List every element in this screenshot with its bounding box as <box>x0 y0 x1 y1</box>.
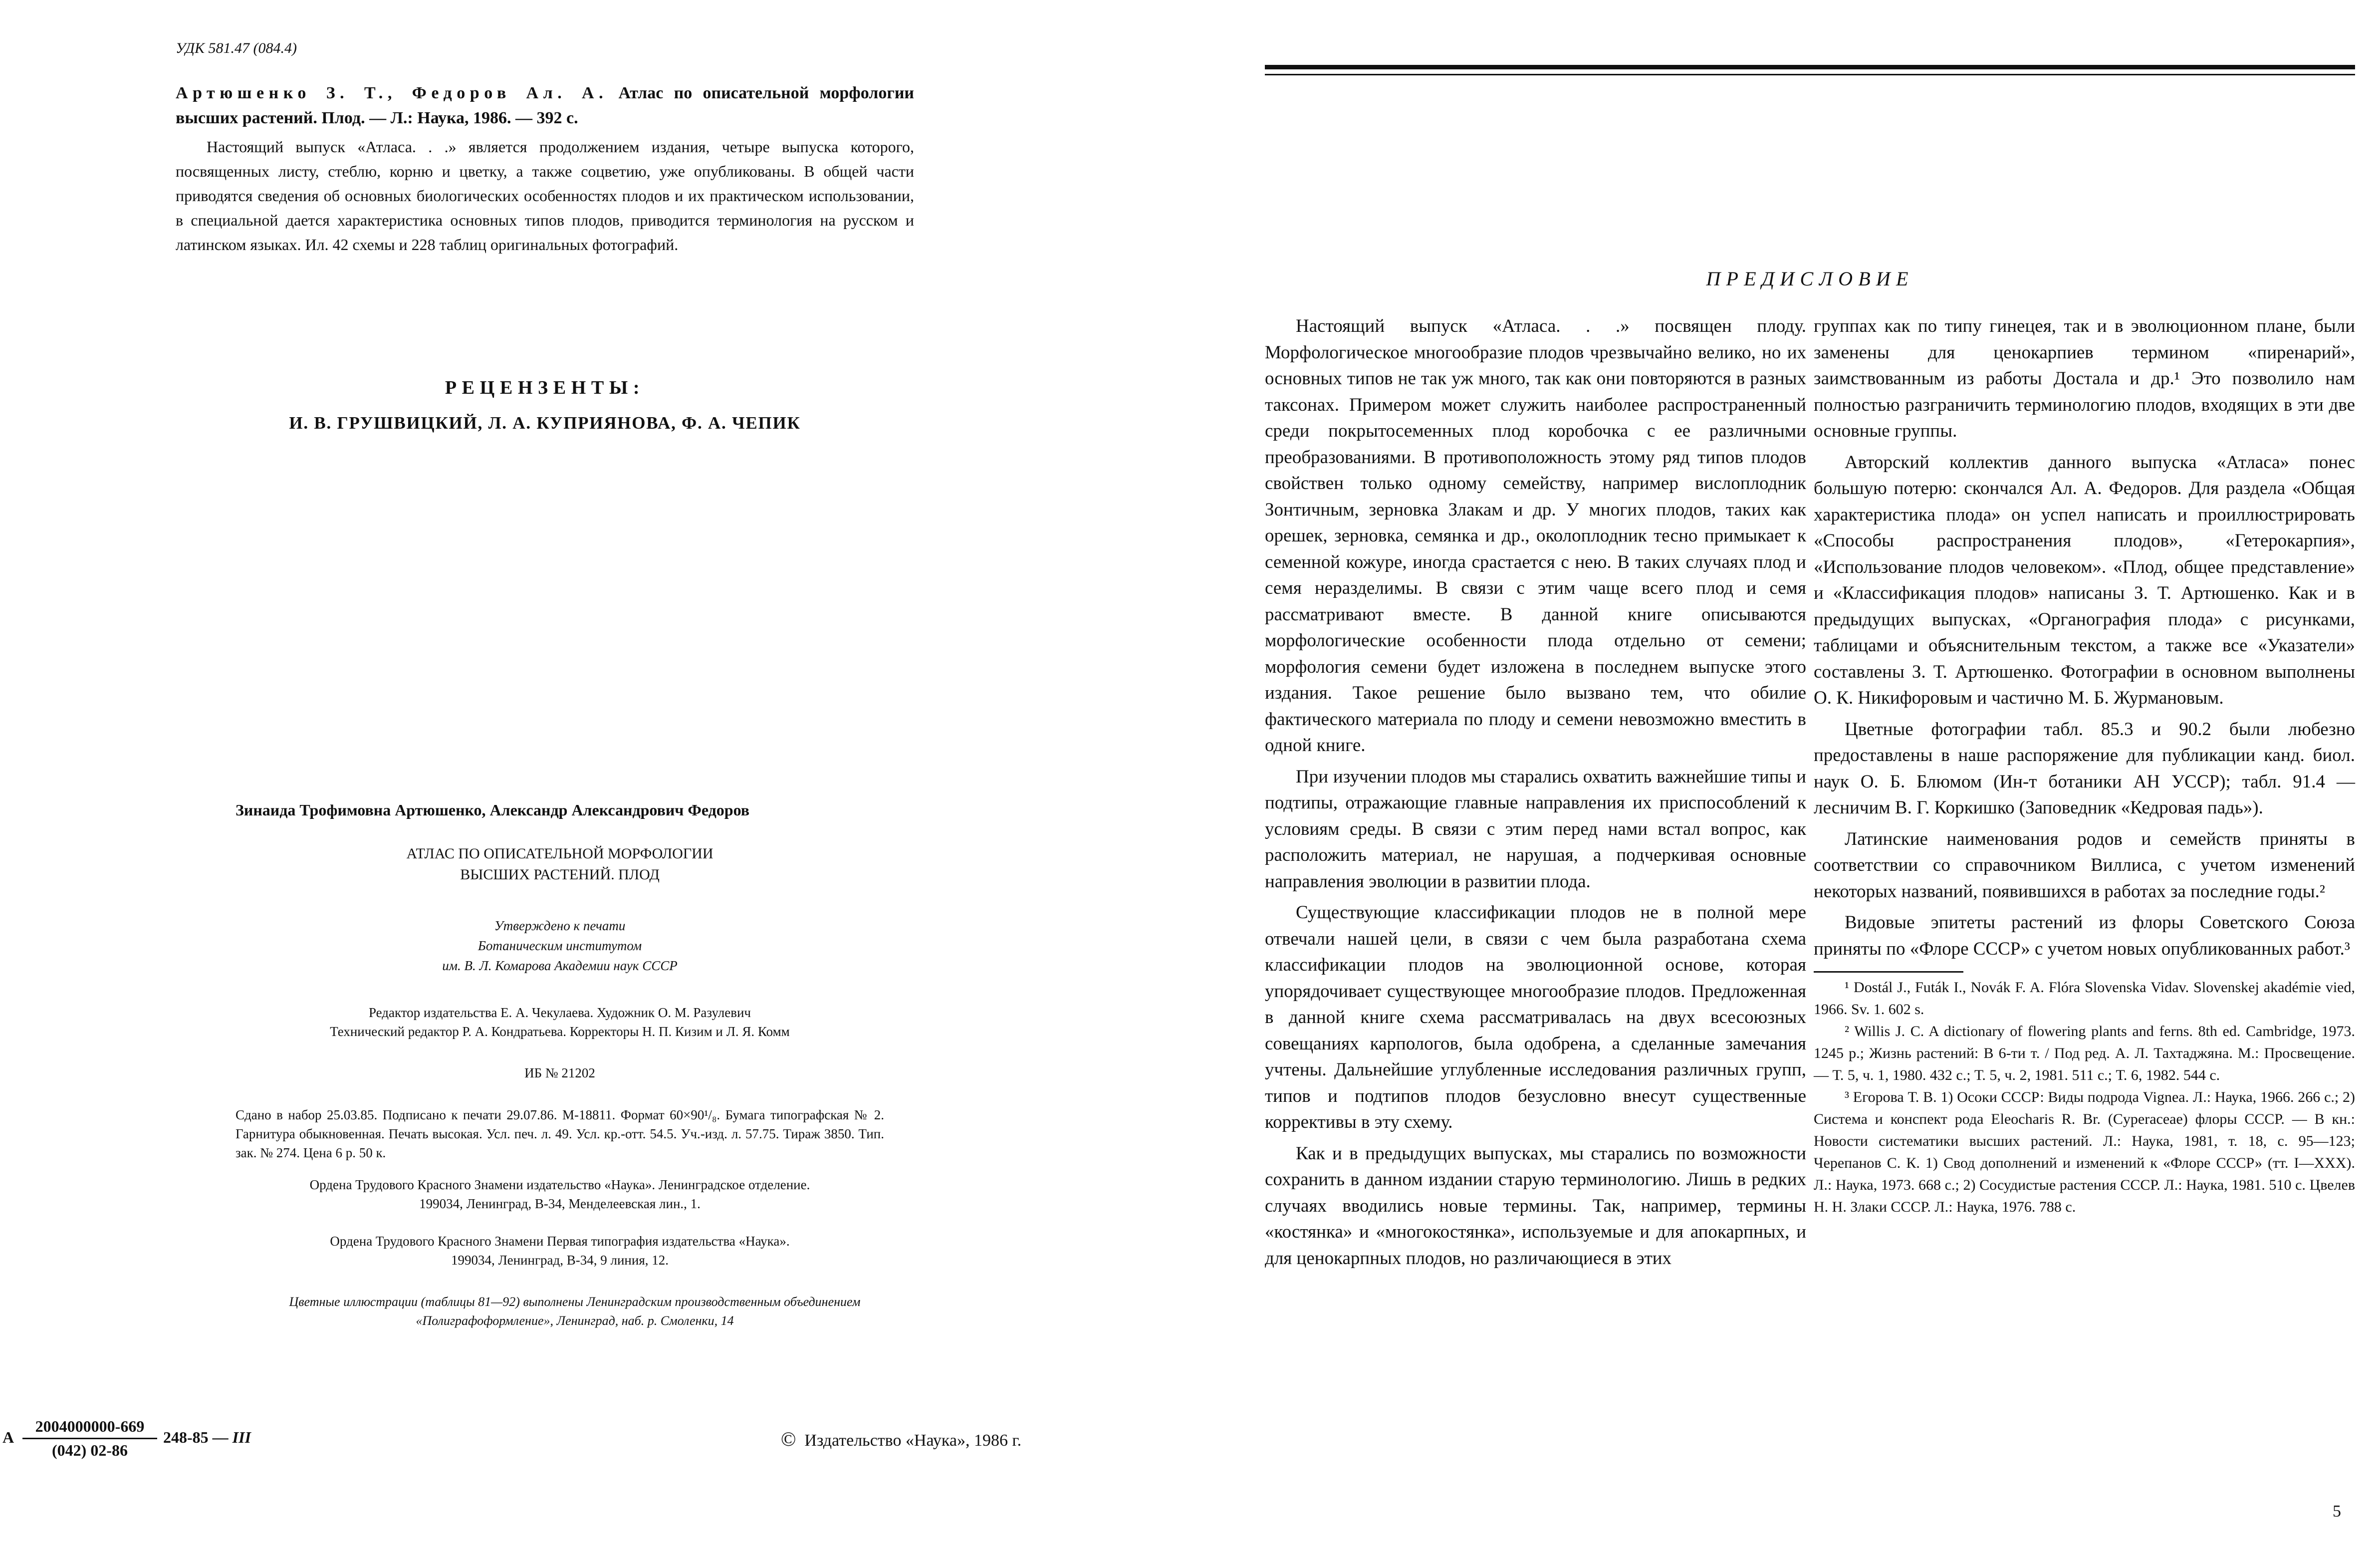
header-rule-thin <box>1265 74 2355 75</box>
color-plates-line: «Полиграфоформление», Ленинград, наб. р. Смоленки, 14 <box>416 1313 734 1328</box>
print-info: Сдано в набор 25.03.85. Подписано к печати 29.07.86. М-18811. Формат 60×90¹/₈. Бумага типографская № 2. Гарнитура обыкновенная. Печать высокая. Усл. печ. л. 49. Усл. кр.-отт. 54.5. Уч.-изд. л. 57.75. Тираж 3850. Тип. зак. № 274. Цена 6 р. 50 к. <box>236 1107 884 1160</box>
biblio-details: Атлас по описательной морфологии высших растений. Плод. — Л.: Наука, 1986. — 392 с. <box>176 84 914 127</box>
paragraph: Цветные фотографии табл. 85.3 и 90.2 были любезно предоставлены в наше распоряжение для публикации канд. биол. наук О. Б. Блюмом (Ин-т ботаники АН УССР); табл. 91.4 — лесничим В. Г. Коркишко (Заповедник «Кедровая падь»). <box>1814 719 2355 818</box>
annotation: Настоящий выпуск «Атласа. . .» является продолжением издания, четыре выпуска которого, посвященных листу, стеблю, корню и цветку, а также соцветию, уже опубликованы. В общей части приводятся сведения об основных биологических особенностях плодов и их практическом использовании, в специальной дается характеристика основных типов плодов, приводится терминология на русском и латинском языках. Ил. 42 схемы и 228 таблиц оригинальных фотографий. <box>176 138 914 254</box>
publisher-line: Ордена Трудового Красного Знамени издательство «Наука». Ленинградское отделение. <box>309 1177 810 1192</box>
approval-note <box>236 916 884 976</box>
page-number: 5 <box>2333 1502 2341 1521</box>
approval-line: Утверждено к печати <box>494 918 626 933</box>
copyright-symbol: © <box>781 1428 796 1450</box>
editors-line: Технический редактор Р. А. Кондратьева. Корректоры Н. П. Кизим и Л. Я. Комм <box>330 1024 790 1039</box>
copyright-text: Издательство «Наука», 1986 г. <box>804 1431 1022 1450</box>
catalog-roman: III <box>232 1428 251 1446</box>
preface-left-column <box>1265 313 1806 1272</box>
catalog-numerator: 2004000000-669 <box>22 1417 157 1439</box>
color-plates-line: Цветные иллюстрации (таблицы 81—92) выполнены Ленинградским производственным объединением <box>289 1295 861 1309</box>
catalog-suffix-text: 248-85 — <box>163 1428 229 1446</box>
header-rule <box>1265 65 2355 75</box>
color-plates-note <box>176 1293 974 1330</box>
footnote: ³ Егорова Т. В. 1) Осоки СССР: Виды подрода Vignea. Л.: Наука, 1966. 266 с.; 2) Система и конспект рода Eleocharis R. Br. (Cyperaceae) флоры СССР. — В кн.: Новости систематики высших растений. Л.: Наука, 1981, т. 18, с. 95—123; Черепанов С. К. 1) Свод дополнений и изменений к «Флоре СССР» (тт. I—XXX). Л.: Наука, 1973. 668 с.; 2) Сосудистые растения СССР. Л.: Наука, 1981. 510 с. Цвелев Н. Н. Злаки СССР. Л.: Наука, 1976. 788 с. <box>1814 1089 2355 1215</box>
paragraph: Латинские наименования родов и семейств приняты в соответствии со справочником Виллиса, с учетом изменений некоторых названий, появившихся в работах за последние годы.² <box>1814 828 2355 902</box>
editors-line: Редактор издательства Е. А. Чекулаева. Художник О. М. Разулевич <box>368 1005 751 1020</box>
reviewers-heading: РЕЦЕНЗЕНТЫ: <box>445 377 645 398</box>
paragraph: Настоящий выпуск «Атласа. . .» посвящен плоду. Морфологическое многообразие плодов чрезвычайно велико, но их основных типов не так уж много, так как они повторяются в разных таксонах. Примером может служить наиболее распространенный среди покрытосеменных плод коробочка с ее различными преобразованиями. В противоположность этому ряд типов плодов свойствен только одному семейству, например вислоплодник Зонтичным, зерновка Злакам и др. У многих плодов, таких как орешек, зерновка, семянка и др., околоплодник тесно примыкает к семенной кожуре, иногда срастается с нею. В таких случаях плод и семя неразделимы. В связи с этим чаще всего плод и семя рассматривают вместе. В данной книге описываются морфологические особенности плода отдельно от семени; морфология семени будет изложена в последнем выпуске этого издания. Такое решение было вызвано тем, что обилие фактического материала по плоду и семени невозможно вместить в одной книге. <box>1265 316 1806 756</box>
udk-code: УДК 581.47 (084.4) <box>176 40 297 56</box>
reviewers-names: И. В. ГРУШВИЦКИЙ, Л. А. КУПРИЯНОВА, Ф. А. ЧЕПИК <box>289 413 801 433</box>
approval-line: им. В. Л. Комарова Академии наук СССР <box>442 958 678 973</box>
paragraph: При изучении плодов мы старались охватить важнейшие типы и подтипы, отражающие главные направления их приспособлений к условиям среды. В связи с этим перед нами встал вопрос, как расположить материал, не нарушая, а подчеркивая основные направления эволюции в развитии плода. <box>1265 766 1806 892</box>
footnote: ² Willis J. C. A dictionary of flowering plants and ferns. 8th ed. Cambridge, 1973. 1245 p.; Жизнь растений: В 6-ти т. / Под ред. А. Л. Тахтаджяна. М.: Просвещение. — Т. 5, ч. 1, 1980. 432 с.; Т. 5, ч. 2, 1981. 511 с.; Т. 6, 1982. 544 с. <box>1814 1023 2355 1083</box>
publisher-info <box>236 1175 884 1213</box>
publisher-line: 199034, Ленинград, В-34, Менделеевская лин., 1. <box>419 1196 701 1211</box>
footnote-separator <box>1814 971 1963 973</box>
printer-line: 199034, Ленинград, В-34, 9 линия, 12. <box>451 1253 669 1268</box>
authors-full-names: Зинаида Трофимовна Артюшенко, Александр Александрович Федоров <box>236 801 750 819</box>
preface-heading: ПРЕДИСЛОВИЕ <box>1706 267 1914 290</box>
ib-number: ИБ № 21202 <box>524 1065 595 1080</box>
book-title-line: АТЛАС ПО ОПИСАТЕЛЬНОЙ МОРФОЛОГИИ <box>406 845 714 862</box>
catalog-letter: А <box>2 1428 14 1446</box>
paragraph: Авторский коллектив данного выпуска «Атласа» понес большую потерю: скончался Ал. А. Федоров. Для раздела «Общая характеристика плода» он успел написать и проиллюстрировать «Способы распространения плодов», «Гетерокарпия», «Использование плодов человеком». «Плод, общее представление» и «Классификация плодов» написаны З. Т. Артюшенко. Как и в предыдущих выпусках, «Органография плода» с рисунками, таблицами и объяснительным текстом, а также все «Указатели» составлены З. Т. Артюшенко. Фотографии в основном выполнены О. К. Никифоровым и частично М. Б. Журмановым. <box>1814 452 2355 708</box>
preface-right-column <box>1814 313 2355 1218</box>
printer-info <box>236 1232 884 1270</box>
right-page <box>1232 0 2380 1557</box>
footnotes <box>1814 977 2355 1218</box>
footnote: ¹ Dostál J., Futák I., Novák F. A. Flóra Slovenska Vidav. Slovenskej akadémie vied, 1966. Sv. 1. 602 s. <box>1814 979 2355 1018</box>
printer-line: Ордена Трудового Красного Знамени Первая типография издательства «Наука». <box>330 1234 790 1249</box>
editorial-staff <box>236 1003 884 1041</box>
approval-line: Ботаническим институтом <box>477 938 642 953</box>
book-title <box>236 843 884 885</box>
catalog-denominator: (042) 02-86 <box>52 1441 128 1459</box>
header-rule-thick <box>1265 65 2355 69</box>
catalog-fraction <box>22 1417 157 1460</box>
bibliographic-record <box>176 81 914 131</box>
biblio-authors: Артюшенко З. Т., Федоров Ал. А. <box>176 84 608 102</box>
book-title-line: ВЫСШИХ РАСТЕНИЙ. ПЛОД <box>460 866 660 883</box>
paragraph: Видовые эпитеты растений из флоры Советского Союза приняты по «Флоре СССР» с учетом новых опубликованных работ.³ <box>1814 912 2355 959</box>
paragraph: группах как по типу гинецея, так и в эволюционном плане, были заменены для ценокарпиев термином «пиренарий», заимствованным из работы Достала и др.¹ Это позволило нам полностью разграничить терминологию плодов, входящих в эти две основные группы. <box>1814 316 2355 441</box>
catalog-suffix <box>163 1428 251 1447</box>
copyright <box>781 1427 1021 1451</box>
paragraph: Как и в предыдущих выпусках, мы старались по возможности сохранить в данном издании старую терминологию. Лишь в редких случаях вводились новые термины. Так, например, термины «костянка» и «многокостянка», используемые и для апокарпных, и для ценокарпных плодов, но различающиеся в этих <box>1265 1143 1806 1269</box>
paragraph: Существующие классификации плодов не в полной мере отвечали нашей цели, в связи с чем была разработана схема классификации плодов на эволюционной основе, которая упорядочивает существующее многообразие плодов. Предложенная в данной книге схема рассматривалась на двух всесоюзных совещаниях карпологов, была одобрена, а сделанные замечания учтены. Дальнейшие углубленные исследования различных групп, типов и подтипов плодов безусловно внесут существенные коррективы в эту схему. <box>1265 902 1806 1132</box>
